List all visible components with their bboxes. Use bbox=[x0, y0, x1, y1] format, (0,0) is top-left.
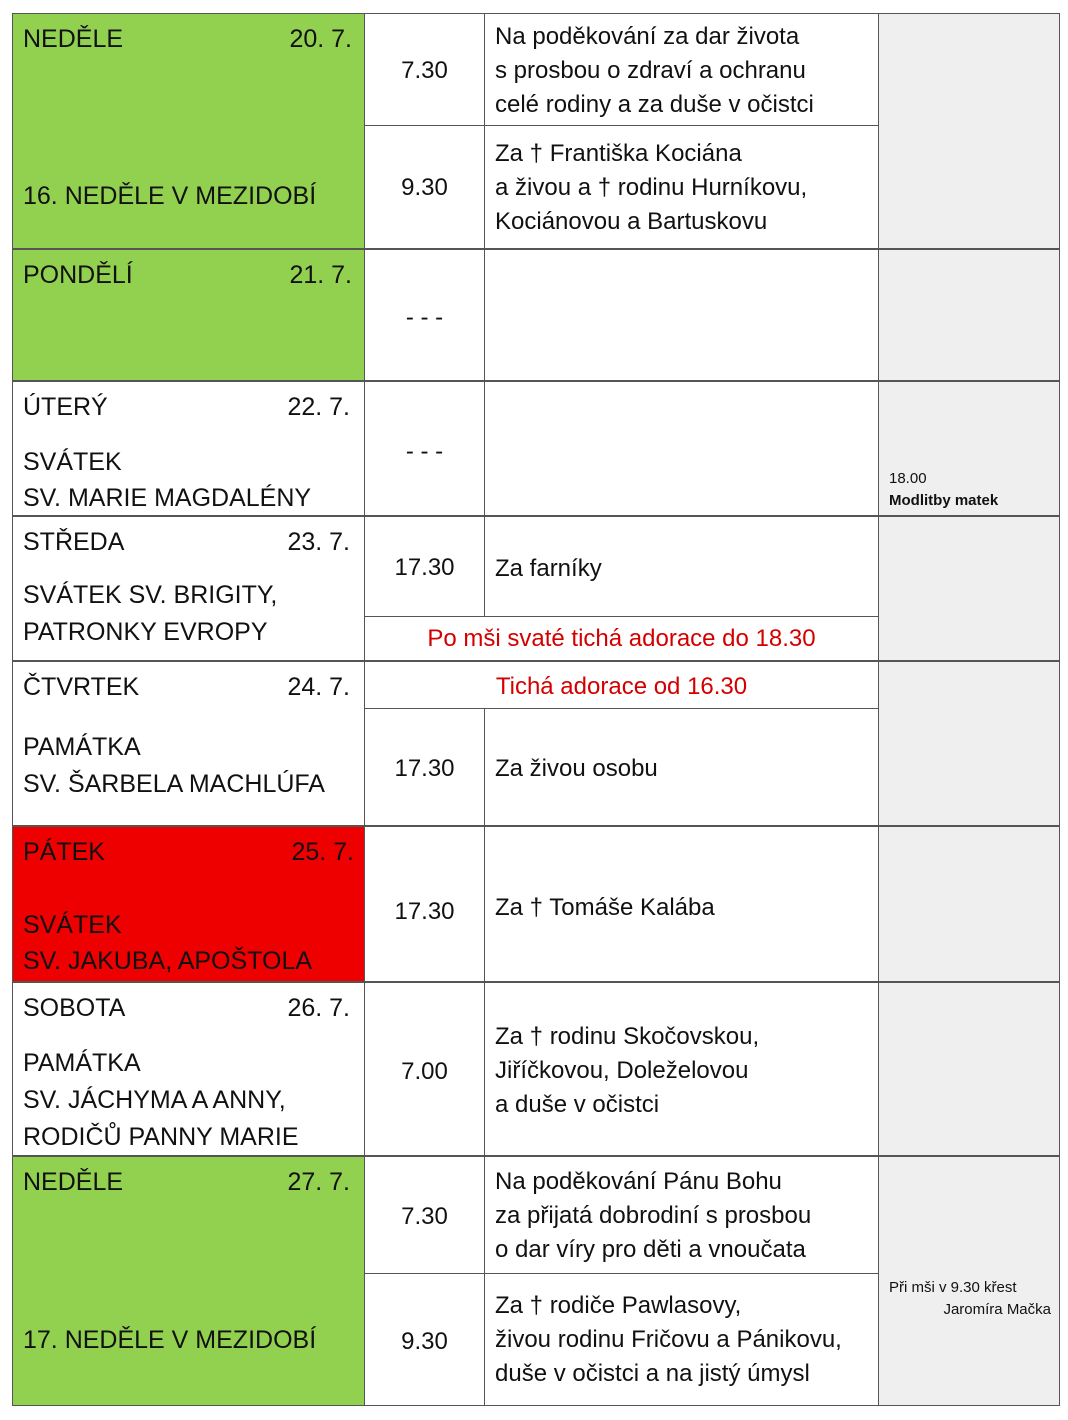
intention-cell bbox=[484, 708, 879, 826]
day-cell-sunday-20 bbox=[12, 13, 365, 249]
mass-intention: Za † Tomáše Kalába bbox=[495, 894, 715, 921]
time-cell bbox=[364, 381, 485, 516]
day-date: 22. 7. bbox=[287, 393, 350, 421]
day-cell-sunday-27 bbox=[12, 1156, 365, 1406]
day-feast: SVÁTEK SV. BRIGITY, PATRONKY EVROPY bbox=[23, 581, 278, 646]
intention-cell bbox=[484, 1156, 879, 1274]
note-cell bbox=[878, 249, 1060, 381]
day-cell-tuesday-22 bbox=[12, 381, 365, 516]
note-text: Při mši v 9.30 křest bbox=[889, 1279, 1017, 1296]
day-name: STŘEDA bbox=[23, 528, 125, 556]
mass-intention: Za † Františka Kociána a živou a † rodinu Hurníkovu, Kociánovou a Bartuskovu bbox=[495, 140, 808, 235]
day-cell-friday-25 bbox=[12, 826, 365, 982]
mass-time: 7.30 bbox=[401, 57, 448, 84]
day-date: 21. 7. bbox=[289, 261, 352, 289]
mass-time: - - - bbox=[405, 304, 444, 331]
day-date: 25. 7. bbox=[291, 838, 354, 866]
time-cell bbox=[364, 826, 485, 982]
note-cell bbox=[878, 826, 1060, 982]
day-name: SOBOTA bbox=[23, 994, 126, 1022]
intention-cell bbox=[484, 516, 879, 617]
note-cell bbox=[878, 1156, 1060, 1406]
mass-time: 9.30 bbox=[401, 1328, 448, 1355]
day-feast: PAMÁTKA SV. ŠARBELA MACHLÚFA bbox=[23, 733, 325, 798]
day-cell-thursday-24 bbox=[12, 661, 365, 826]
note-text: Modlitby matek bbox=[889, 492, 999, 509]
note-cell bbox=[878, 13, 1060, 249]
day-name: ČTVRTEK bbox=[23, 673, 140, 701]
day-name: PÁTEK bbox=[23, 838, 105, 866]
mass-time: 17.30 bbox=[394, 898, 455, 925]
mass-time: 7.00 bbox=[401, 1058, 448, 1085]
day-feast: PAMÁTKA SV. JÁCHYMA A ANNY, RODIČŮ PANNY MARIE bbox=[23, 1049, 299, 1151]
intention-cell bbox=[484, 249, 879, 381]
adoration-notice: Tichá adorace od 16.30 bbox=[495, 673, 748, 700]
note-cell bbox=[878, 516, 1060, 661]
day-name: PONDĚLÍ bbox=[23, 261, 133, 289]
mass-time: 9.30 bbox=[401, 174, 448, 201]
note-text-2: Jaromíra Mačka bbox=[943, 1301, 1051, 1318]
day-feast: 16. NEDĚLE V MEZIDOBÍ bbox=[23, 182, 317, 210]
time-cell bbox=[364, 13, 485, 126]
mass-intention: Za † rodinu Skočovskou, Jiříčkovou, Doleželovou a duše v očistci bbox=[495, 1023, 760, 1118]
mass-time: - - - bbox=[405, 438, 444, 465]
day-feast: SVÁTEK SV. JAKUBA, APOŠTOLA bbox=[23, 911, 313, 975]
mass-intention: Za † rodiče Pawlasovy, živou rodinu Fričovu a Pánikovu, duše v očistci a na jistý úmysl bbox=[495, 1292, 842, 1387]
intention-cell bbox=[484, 982, 879, 1156]
note-cell bbox=[878, 381, 1060, 516]
adoration-notice-cell bbox=[364, 616, 879, 661]
day-name: ÚTERÝ bbox=[23, 393, 108, 421]
mass-intention: Za farníky bbox=[495, 555, 602, 582]
mass-intention: Na poděkování za dar života s prosbou o zdraví a ochranu celé rodiny a za duše v očistci bbox=[495, 23, 814, 118]
time-cell bbox=[364, 1273, 485, 1406]
time-cell bbox=[364, 982, 485, 1156]
note-time: 18.00 bbox=[889, 470, 927, 487]
day-name: NEDĚLE bbox=[23, 1168, 124, 1196]
time-cell bbox=[364, 125, 485, 249]
time-cell bbox=[364, 516, 485, 617]
mass-time: 17.30 bbox=[394, 554, 455, 581]
note-cell bbox=[878, 661, 1060, 826]
adoration-notice: Po mši svaté tichá adorace do 18.30 bbox=[427, 625, 816, 652]
day-cell-wednesday-23 bbox=[12, 516, 365, 661]
day-date: 24. 7. bbox=[287, 673, 350, 701]
day-date: 27. 7. bbox=[287, 1168, 350, 1196]
mass-time: 7.30 bbox=[401, 1203, 448, 1230]
day-date: 20. 7. bbox=[289, 25, 352, 53]
intention-cell bbox=[484, 826, 879, 982]
mass-time: 17.30 bbox=[394, 755, 455, 782]
day-cell-saturday-26 bbox=[12, 982, 365, 1156]
intention-cell bbox=[484, 125, 879, 249]
time-cell bbox=[364, 708, 485, 826]
note-cell bbox=[878, 982, 1060, 1156]
mass-intention: Za živou osobu bbox=[495, 755, 658, 782]
day-date: 26. 7. bbox=[287, 994, 350, 1022]
time-cell bbox=[364, 249, 485, 381]
adoration-notice-cell bbox=[364, 661, 879, 709]
intention-cell bbox=[484, 13, 879, 126]
day-feast: 17. NEDĚLE V MEZIDOBÍ bbox=[23, 1326, 317, 1354]
day-feast: SVÁTEK SV. MARIE MAGDALÉNY bbox=[23, 448, 312, 512]
mass-intention: Na poděkování Pánu Bohu za přijatá dobrodiní s prosbou o dar víry pro děti a vnoučata bbox=[495, 1168, 812, 1263]
intention-cell bbox=[484, 1273, 879, 1406]
intention-cell bbox=[484, 381, 879, 516]
day-date: 23. 7. bbox=[287, 528, 350, 556]
time-cell bbox=[364, 1156, 485, 1274]
day-name: NEDĚLE bbox=[23, 25, 124, 53]
day-cell-monday-21 bbox=[12, 249, 365, 381]
